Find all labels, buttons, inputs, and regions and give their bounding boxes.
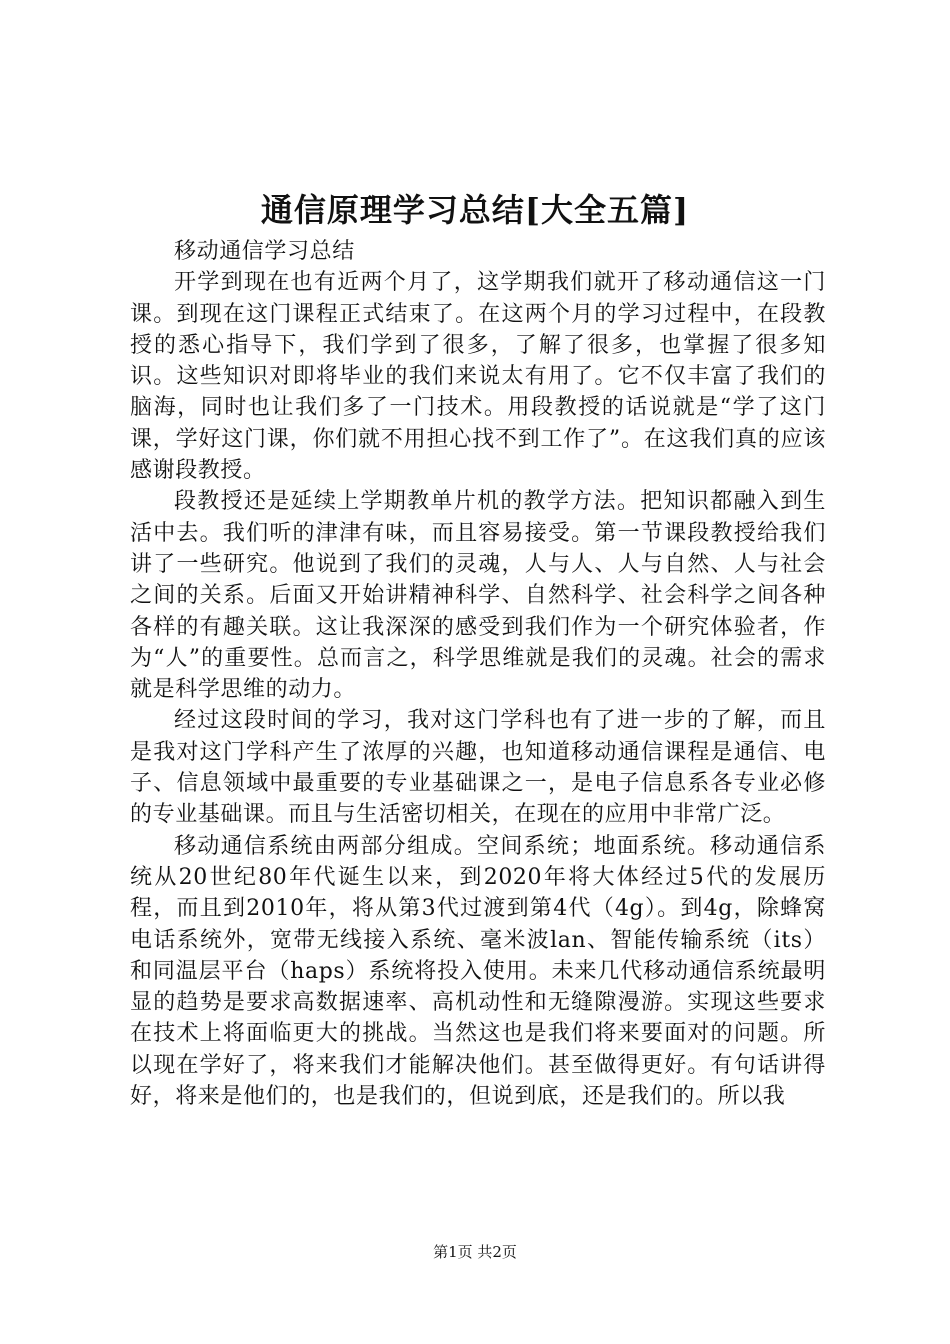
section-heading: 移动通信学习总结 [174, 239, 355, 264]
page-footer: 第1页 共2页 [433, 1243, 517, 1261]
body-paragraph: 段教授还是延续上学期教单片机的教学方法。把知识都融入到生活中去。我们听的津津有味，而且容易接受。第一节课段教授给我们讲了一些研究。他说到了我们的灵魂，人与人、人与自然、人与社会之间的关系。后面又开始讲精神科学、自然科学、社会科学之间各种各样的有趣关联。这让我深深的感受到我们作为一个研究体验者，作为“人”的重要性。总而言之，科学思维就是我们的灵魂。社会的需求就是科学思维的动力。 [130, 489, 826, 703]
document-body [130, 236, 826, 1112]
body-paragraph: 经过这段时间的学习，我对这门学科也有了进一步的了解，而且是我对这门学科产生了浓厚的兴趣，也知道移动通信课程是通信、电子、信息领域中最重要的专业基础课之一，是电子信息系各专业必修的专业基础课。而且与生活密切相关，在现在的应用中非常广泛。 [130, 708, 826, 828]
body-paragraph: 开学到现在也有近两个月了，这学期我们就开了移动通信这一门课。到现在这门课程正式结束了。在这两个月的学习过程中，在段教授的悉心指导下，我们学到了很多，了解了很多，也掌握了很多知识。这些知识对即将毕业的我们来说太有用了。它不仅丰富了我们的脑海，同时也让我们多了一门技术。用段教授的话说就是“学了这门课，学好这门课，你们就不用担心找不到工作了”。在这我们真的应该感谢段教授。 [130, 270, 826, 484]
body-paragraph: 移动通信系统由两部分组成。空间系统；地面系统。移动通信系统从20世纪80年代诞生以来，到2020年将大体经过5代的发展历程，而且到2010年，将从第3代过渡到第4代（4g）。到4g，除蜂窝电话系统外，宽带无线接入系统、毫米波lan、智能传输系统（its）和同温层平台（haps）系统将投入使用。未来几代移动通信系统最明显的趋势是要求高数据速率、高机动性和无缝隙漫游。实现这些要求在技术上将面临更大的挑战。当然这也是我们将来要面对的问题。所以现在学好了，将来我们才能解决他们。甚至做得更好。有句话讲得好，将来是他们的，也是我们的，但说到底，还是我们的。所以我 [130, 833, 826, 1110]
document-title: 通信原理学习总结[大全五篇] [260, 191, 690, 229]
